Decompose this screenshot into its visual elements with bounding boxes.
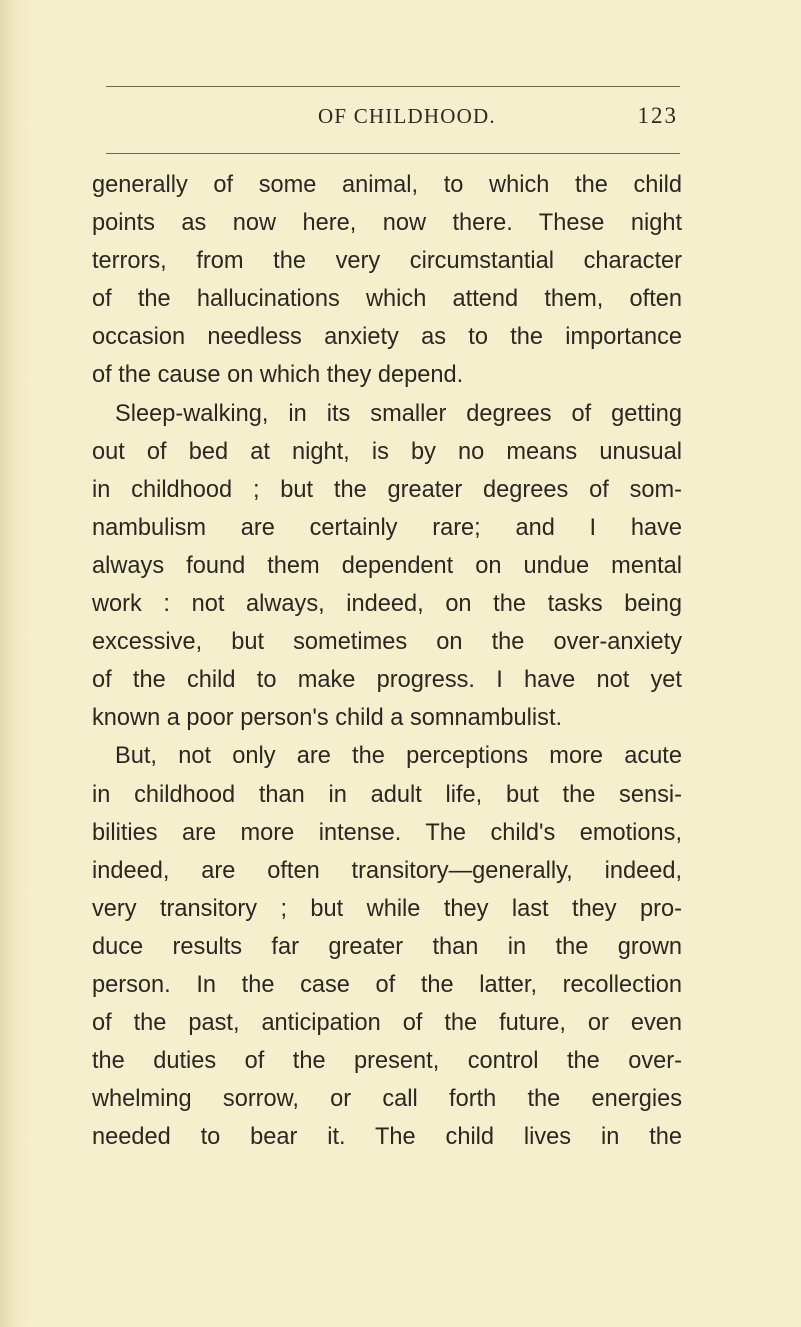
text-line: in childhood ; but the greater degrees of som- bbox=[92, 476, 682, 503]
text-line: known a poor person's child a somnambulist. bbox=[92, 705, 563, 732]
paragraph-start-line: But, not only are the perceptions more acute bbox=[115, 743, 682, 770]
text-line: of the past, anticipation of the future, or even bbox=[92, 1010, 682, 1037]
text-line: nambulism are certainly rare; and I have bbox=[92, 514, 682, 541]
text-line: needed to bear it. The child lives in the bbox=[92, 1124, 682, 1151]
text-line: generally of some animal, to which the child bbox=[92, 172, 682, 198]
text-line: excessive, but sometimes on the over-anxiety bbox=[92, 629, 682, 656]
text-line: points as now here, now there. These night bbox=[92, 210, 682, 237]
text-line: terrors, from the very circumstantial character bbox=[92, 248, 682, 275]
page-number: 123 bbox=[637, 103, 678, 128]
text-line: of the hallucinations which attend them, often bbox=[92, 286, 682, 313]
text-line: occasion needless anxiety as to the importance bbox=[92, 324, 682, 351]
text-line: out of bed at night, is by no means unusual bbox=[92, 438, 682, 465]
body-text bbox=[92, 166, 682, 1156]
text-line: whelming sorrow, or call forth the energies bbox=[92, 1086, 682, 1113]
text-line: bilities are more intense. The child's emotions, bbox=[92, 819, 682, 846]
text-line: in childhood than in adult life, but the sensi- bbox=[92, 781, 682, 808]
text-line: person. In the case of the latter, recollection bbox=[92, 971, 682, 998]
running-head bbox=[106, 104, 680, 136]
paragraph-start-line: Sleep-walking, in its smaller degrees of getting bbox=[115, 400, 682, 427]
text-line: duce results far greater than in the grown bbox=[92, 933, 682, 960]
text-line: always found them dependent on undue mental bbox=[92, 552, 682, 579]
text-line: of the child to make progress. I have not yet bbox=[92, 667, 682, 694]
running-title: OF CHILDHOOD. bbox=[318, 104, 496, 128]
text-line: of the cause on which they depend. bbox=[92, 362, 464, 389]
header-top-rule bbox=[106, 86, 680, 87]
text-line: the duties of the present, control the over- bbox=[92, 1048, 682, 1075]
text-line: indeed, are often transitory—generally, indeed, bbox=[92, 857, 682, 884]
header-bottom-rule bbox=[106, 153, 680, 154]
text-line: work : not always, indeed, on the tasks being bbox=[92, 591, 682, 618]
text-line: very transitory ; but while they last they pro- bbox=[92, 895, 682, 922]
